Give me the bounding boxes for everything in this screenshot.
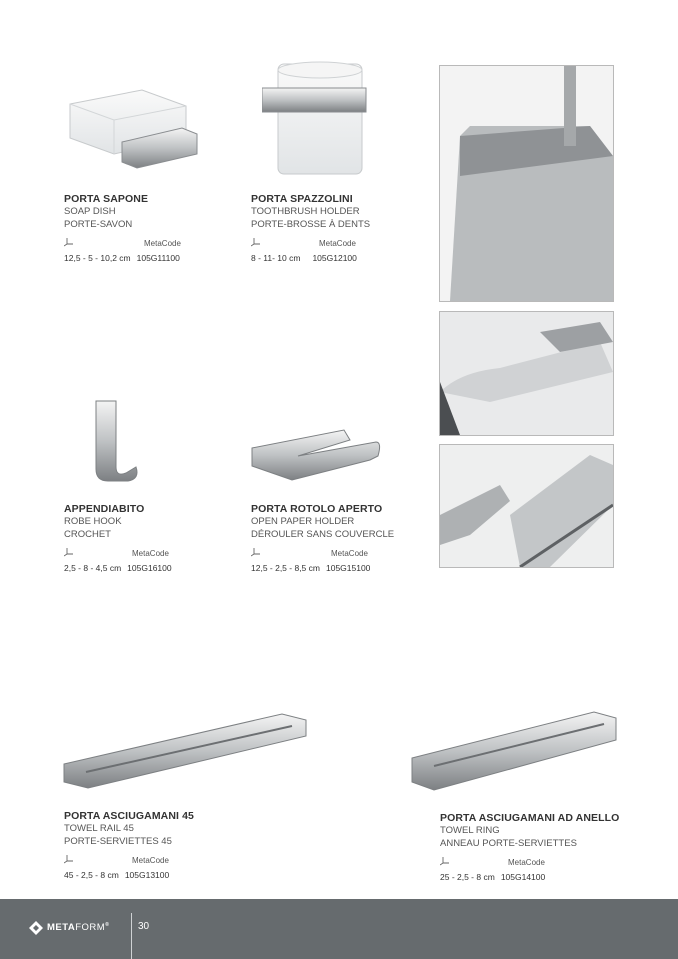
product-code: 105G14100: [500, 872, 546, 882]
product-name-en: SOAP DISH: [64, 206, 116, 217]
dimensions-icon: [64, 237, 74, 247]
product-toothbrush-holder: [251, 193, 426, 263]
metacode-label: MetaCode: [132, 856, 169, 865]
dimensions-icon: [64, 547, 74, 557]
metaform-diamond-icon: [29, 921, 43, 935]
metacode-label: MetaCode: [319, 239, 356, 248]
metacode-label: MetaCode: [331, 549, 368, 558]
product-dimensions: 12,5 - 2,5 - 8,5 cm: [251, 563, 320, 573]
product-name: PORTA ASCIUGAMANI 45: [64, 810, 194, 822]
product-name-fr: PORTE-SAVON: [64, 218, 133, 230]
robe-hook-image: [90, 397, 144, 483]
product-name: PORTA SPAZZOLINI: [251, 193, 353, 205]
product-code: 105G13100: [124, 870, 170, 880]
product-name-en: TOWEL RAIL 45: [64, 823, 134, 834]
product-robe-hook: [64, 503, 239, 573]
product-name: PORTA SAPONE: [64, 193, 149, 205]
brand-name: METAFORM®: [47, 922, 110, 934]
toothbrush-holder-detail-photo: [439, 65, 614, 302]
product-name-fr: PORTE-SERVIETTES 45: [64, 835, 172, 847]
paper-holder-detail-photo: [439, 444, 614, 568]
product-open-paper-holder: [251, 503, 431, 573]
product-soap-dish: [64, 193, 239, 263]
metacode-label: MetaCode: [132, 549, 169, 558]
product-dimensions: 25 - 2,5 - 8 cm: [440, 872, 495, 882]
product-dimensions: 45 - 2,5 - 8 cm: [64, 870, 119, 880]
dimensions-icon: [440, 856, 450, 866]
product-dimensions: 12,5 - 5 - 10,2 cm: [64, 253, 131, 263]
product-dimensions: 2,5 - 8 - 4,5 cm: [64, 563, 122, 573]
towel-rail-45-image: [60, 712, 310, 792]
dimensions-icon: [251, 547, 261, 557]
soap-dish-detail-photo: [439, 311, 614, 436]
page-footer: [0, 899, 678, 959]
product-name-fr: ANNEAU PORTE-SERVIETTES: [440, 837, 577, 849]
product-name-en: TOOTHBRUSH HOLDER: [251, 206, 360, 217]
dimensions-icon: [251, 237, 261, 247]
product-name-en: OPEN PAPER HOLDER: [251, 516, 355, 527]
product-towel-rail-45: [64, 810, 244, 880]
toothbrush-holder-image: [262, 58, 372, 178]
towel-ring-image: [408, 710, 618, 794]
page-number: 30: [138, 921, 150, 932]
metacode-label: MetaCode: [508, 858, 545, 867]
footer-divider: [131, 913, 132, 959]
product-code: 105G11100: [136, 253, 180, 263]
product-name: APPENDIABITO: [64, 503, 145, 515]
open-paper-holder-image: [250, 426, 382, 482]
product-dimensions: 8 - 11- 10 cm: [251, 253, 301, 263]
product-name: PORTA ROTOLO APERTO: [251, 503, 383, 515]
product-name-fr: CROCHET: [64, 528, 111, 540]
brand-logo: [29, 921, 109, 935]
product-name-en: ROBE HOOK: [64, 516, 122, 527]
product-name-fr: DÉROULER SANS COUVERCLE: [251, 528, 395, 540]
product-towel-ring: [440, 812, 640, 882]
metacode-label: MetaCode: [144, 239, 181, 248]
product-name: PORTA ASCIUGAMANI AD ANELLO: [440, 812, 620, 824]
soap-dish-image: [62, 84, 202, 174]
product-name-fr: PORTE-BROSSE À DENTS: [251, 218, 371, 230]
product-code: 105G16100: [127, 563, 172, 573]
product-code: 105G12100: [312, 253, 357, 263]
dimensions-icon: [64, 854, 74, 864]
product-code: 105G15100: [325, 563, 371, 573]
product-name-en: TOWEL RING: [440, 825, 500, 836]
